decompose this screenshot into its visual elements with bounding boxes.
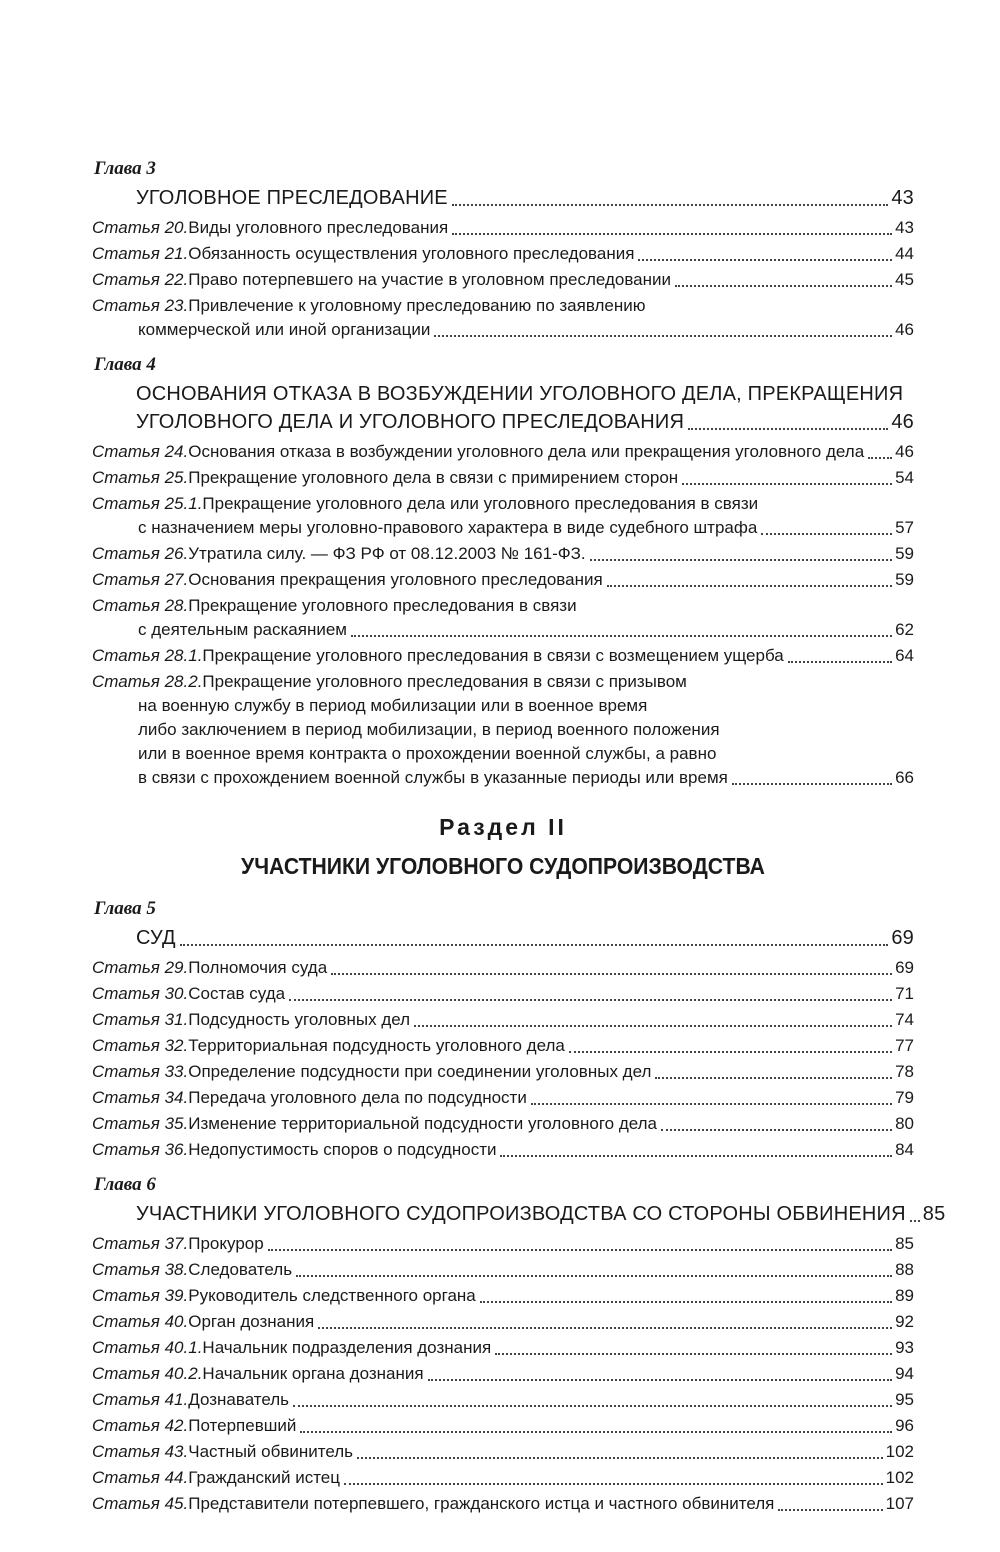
entry-title: Частный обвинитель [188,1442,354,1461]
entry-title: Прекращение уголовного дела в связи с примирением сторон [188,468,679,487]
article-number: Статья 24. [92,442,189,461]
page-number: 85 [922,1203,946,1225]
article-number: Статья 40. [92,1312,189,1331]
article-number: Статья 38. [92,1260,189,1279]
toc-line [92,216,914,240]
toc-line [92,718,914,742]
entry-title: Виды уголовного преследования [188,218,449,237]
dot-leader [331,973,892,975]
dot-leader [688,428,888,430]
chapter-label: Глава 3 [94,158,156,179]
chapter-block [92,158,914,342]
article-number: Статья 40.2. [92,1364,203,1383]
toc-line [92,742,914,766]
toc-entry [92,982,914,1006]
entry-title: Представители потерпевшего, гражданского истца и частного обвинителя [188,1494,775,1513]
page-number: 92 [895,1312,914,1331]
article-number: Статья 42. [92,1416,189,1435]
article-number: Статья 44. [92,1468,189,1487]
page-number: 85 [895,1234,914,1253]
toc-entry [92,1388,914,1412]
chapter-heading [92,380,914,436]
page-number: 44 [895,244,914,263]
toc-part-a [92,158,914,790]
toc-line [92,466,914,490]
page-number: 59 [895,570,914,589]
entry-title: либо заключением в период мобилизации, в период военного положения [138,720,720,739]
article-number: Статья 20. [92,218,189,237]
page-number: 57 [895,518,914,537]
entry-title: Основания отказа в возбуждении уголовного дела или прекращения уголовного дела [188,442,865,461]
toc-line [92,492,914,516]
article-number: Статья 28. [92,596,189,615]
toc-line [92,1284,914,1308]
section-header [92,812,914,882]
article-number: Статья 29. [92,958,189,977]
page-number: 54 [895,468,914,487]
dot-leader [778,1509,882,1511]
entry-title: Право потерпевшего на участие в уголовном преследовании [188,270,671,289]
article-number: Статья 35. [92,1114,189,1133]
toc-entry [92,294,914,342]
dot-leader [732,783,892,785]
toc-line [92,318,914,342]
toc-line [92,1086,914,1110]
toc-entry [92,1086,914,1110]
toc-entry [92,1440,914,1464]
page-number: 77 [895,1036,914,1055]
page-number: 89 [895,1286,914,1305]
entry-title: Изменение территориальной подсудности уголовного дела [188,1114,658,1133]
entry-title: Гражданский истец [188,1468,340,1487]
page-number: 102 [885,1468,914,1487]
dot-leader [655,1077,892,1079]
dot-leader [300,1431,892,1433]
article-number: Статья 26. [92,544,189,563]
dot-leader [569,1051,892,1053]
toc-line [92,1112,914,1136]
page-number: 80 [895,1114,914,1133]
dot-leader [910,1220,920,1222]
dot-leader [452,204,889,206]
toc-line [92,1362,914,1386]
page-number: 69 [895,958,914,977]
toc-line [92,1258,914,1282]
entry-title: Утратила силу. — ФЗ РФ от 08.12.2003 № 161-ФЗ. [188,544,586,563]
toc-line [92,1034,914,1058]
entry-title: коммерческой или иной организации [138,320,431,339]
page-number: 43 [891,187,914,209]
article-number: Статья 25.1. [92,494,203,513]
toc-entry [92,466,914,490]
dot-leader [344,1483,883,1485]
entry-title: Руководитель следственного органа [188,1286,476,1305]
dot-leader [500,1155,892,1157]
dot-leader [661,1129,892,1131]
dot-leader [531,1103,892,1105]
toc-entry [92,1492,914,1516]
dot-leader [788,661,892,663]
toc-line [92,1466,914,1490]
toc-entry [92,1466,914,1490]
toc-line [92,1492,914,1516]
dot-leader [638,259,892,261]
page-number: 62 [895,620,914,639]
chapter-block [92,1174,946,1516]
entry-title: Прекращение уголовного преследования в связи [188,596,577,615]
entry-title: Основания прекращения уголовного преследования [188,570,603,589]
chapter-label: Глава 6 [94,1174,156,1195]
article-number: Статья 33. [92,1062,189,1081]
page-number: 95 [895,1390,914,1409]
entry-title: Прекращение уголовного дела или уголовного преследования в связи [202,494,759,513]
article-number: Статья 40.1. [92,1338,203,1357]
toc-line [92,268,914,292]
page-number: 96 [895,1416,914,1435]
toc-line [92,618,914,642]
entry-title: Территориальная подсудность уголовного дела [188,1036,565,1055]
dot-leader [318,1327,892,1329]
chapter-block [92,898,914,1162]
toc-entry [92,1034,914,1058]
toc-line [92,242,914,266]
article-number: Статья 37. [92,1234,189,1253]
toc-entry [92,440,914,464]
toc-entry [92,492,914,540]
page-number: 69 [891,927,914,949]
page-number: 74 [895,1010,914,1029]
toc-line [92,594,914,618]
entry-title: Передача уголовного дела по подсудности [188,1088,527,1107]
article-number: Статья 27. [92,570,189,589]
page-number: 107 [885,1494,914,1513]
entry-title: Начальник подразделения дознания [202,1338,492,1357]
table-of-contents [92,158,946,1518]
entry-title: или в военное время контракта о прохождении военной службы, а равно [138,744,717,763]
toc-entry [92,1414,914,1438]
section-title: Раздел II [439,814,567,840]
article-number: Статья 43. [92,1442,189,1461]
entry-title: Прекращение уголовного преследования в связи с возмещением ущерба [202,646,784,665]
toc-entry [92,1232,914,1256]
article-number: Статья 39. [92,1286,189,1305]
entry-title: Орган дознания [188,1312,315,1331]
page-number: 84 [895,1140,914,1159]
entry-title: с назначением меры уголовно-правового характера в виде судебного штрафа [138,518,758,537]
entry-title: Прекращение уголовного преследования в связи с призывом [202,672,687,691]
chapter-label: Глава 5 [94,898,156,919]
page-number: 59 [895,544,914,563]
entry-title: УЧАСТНИКИ УГОЛОВНОГО СУДОПРОИЗВОДСТВА СО СТОРОНЫ ОБВИНЕНИЯ [136,1203,906,1225]
toc-line [92,982,914,1006]
entry-title: Определение подсудности при соединении уголовных дел [188,1062,652,1081]
page-number: 93 [895,1338,914,1357]
entry-title: Начальник органа дознания [202,1364,424,1383]
toc-entry [92,1112,914,1136]
dot-leader [289,999,892,1001]
entry-title: на военную службу в период мобилизации или в военное время [138,696,648,715]
toc-entry [92,216,914,240]
dot-leader [590,559,892,561]
page-number: 46 [895,442,914,461]
article-number: Статья 23. [92,296,189,315]
page-number: 64 [895,646,914,665]
toc-entry [92,1362,914,1386]
article-number: Статья 41. [92,1390,189,1409]
entry-title: Потерпевший [188,1416,297,1435]
dot-leader [268,1249,892,1251]
toc-line [92,956,914,980]
article-number: Статья 21. [92,244,189,263]
toc-line [92,1060,914,1084]
toc-entry [92,242,914,266]
article-number: Статья 34. [92,1088,189,1107]
page-number: 79 [895,1088,914,1107]
dot-leader [296,1275,892,1277]
toc-part-b [92,898,946,1516]
toc-line [92,1310,914,1334]
entry-title: СУД [136,927,176,949]
dot-leader [495,1353,892,1355]
page-number: 94 [895,1364,914,1383]
toc-entry [92,1008,914,1032]
page-number: 71 [895,984,914,1003]
entry-title: Подсудность уголовных дел [188,1010,411,1029]
entry-title: УГОЛОВНОГО ДЕЛА И УГОЛОВНОГО ПРЕСЛЕДОВАНИЯ [136,411,685,433]
page-number: 88 [895,1260,914,1279]
toc-line [136,184,914,212]
toc-line [92,1440,914,1464]
toc-line [92,644,914,668]
page-number: 43 [895,218,914,237]
article-number: Статья 30. [92,984,189,1003]
chapter-heading [92,924,914,952]
toc-entry [92,1060,914,1084]
entry-title: ОСНОВАНИЯ ОТКАЗА В ВОЗБУЖДЕНИИ УГОЛОВНОГО ДЕЛА, ПРЕКРАЩЕНИЯ [136,383,904,405]
entry-title: Прокурор [188,1234,264,1253]
toc-entry [92,1336,914,1360]
toc-line [92,294,914,318]
entry-title: Недопустимость споров о подсудности [188,1140,497,1159]
toc-line [92,670,914,694]
chapter-block [92,354,914,790]
article-number: Статья 28.2. [92,672,203,691]
article-number: Статья 45. [92,1494,189,1513]
chapter-label: Глава 4 [94,354,156,375]
toc-entry [92,268,914,292]
toc-line [92,1138,914,1162]
toc-entry [92,670,914,790]
toc-line [92,1232,914,1256]
toc-line [92,440,914,464]
dot-leader [682,483,892,485]
entry-title: Полномочия суда [188,958,328,977]
article-number: Статья 32. [92,1036,189,1055]
section-name: УЧАСТНИКИ УГОЛОВНОГО СУДОПРОИЗВОДСТВА [241,853,765,879]
dot-leader [293,1405,892,1407]
toc-entry [92,542,914,566]
page-number: 46 [891,411,914,433]
dot-leader [607,585,892,587]
toc-line [92,568,914,592]
dot-leader [480,1301,892,1303]
toc-entry [92,594,914,642]
article-number: Статья 25. [92,468,189,487]
chapter-heading [92,1200,946,1228]
toc-entry [92,568,914,592]
toc-line [92,542,914,566]
dot-leader [761,533,892,535]
toc-entry [92,1258,914,1282]
dot-leader [414,1025,892,1027]
entry-title: в связи с прохождением военной службы в указанные периоды или время [138,768,728,787]
entry-title: УГОЛОВНОЕ ПРЕСЛЕДОВАНИЕ [136,187,448,209]
page-number: 46 [895,320,914,339]
article-number: Статья 22. [92,270,189,289]
toc-line [92,1008,914,1032]
entry-title: Привлечение к уголовному преследованию по заявлению [188,296,646,315]
toc-line [136,1200,946,1228]
dot-leader [180,944,889,946]
article-number: Статья 28.1. [92,646,203,665]
entry-title: с деятельным раскаянием [138,620,347,639]
toc-line [92,1336,914,1360]
article-number: Статья 36. [92,1140,189,1159]
page-number: 102 [885,1442,914,1461]
article-number: Статья 31. [92,1010,189,1029]
dot-leader [434,335,892,337]
dot-leader [452,233,892,235]
toc-line [136,924,914,952]
entry-title: Дознаватель [188,1390,290,1409]
entry-title: Следователь [188,1260,293,1279]
toc-line [92,766,914,790]
toc-line [92,694,914,718]
toc-entry [92,644,914,668]
toc-entry [92,1284,914,1308]
dot-leader [675,285,892,287]
dot-leader [351,635,892,637]
toc-line [136,380,914,408]
toc-line [92,516,914,540]
dot-leader [868,457,892,459]
toc-line [136,408,914,436]
page-number: 78 [895,1062,914,1081]
dot-leader [428,1379,892,1381]
page-number: 45 [895,270,914,289]
entry-title: Состав суда [188,984,286,1003]
chapter-heading [92,184,914,212]
toc-entry [92,956,914,980]
toc-line [92,1414,914,1438]
dot-leader [357,1457,883,1459]
toc-entry [92,1310,914,1334]
entry-title: Обязанность осуществления уголовного преследования [188,244,635,263]
toc-entry [92,1138,914,1162]
page-number: 66 [895,768,914,787]
toc-line [92,1388,914,1412]
